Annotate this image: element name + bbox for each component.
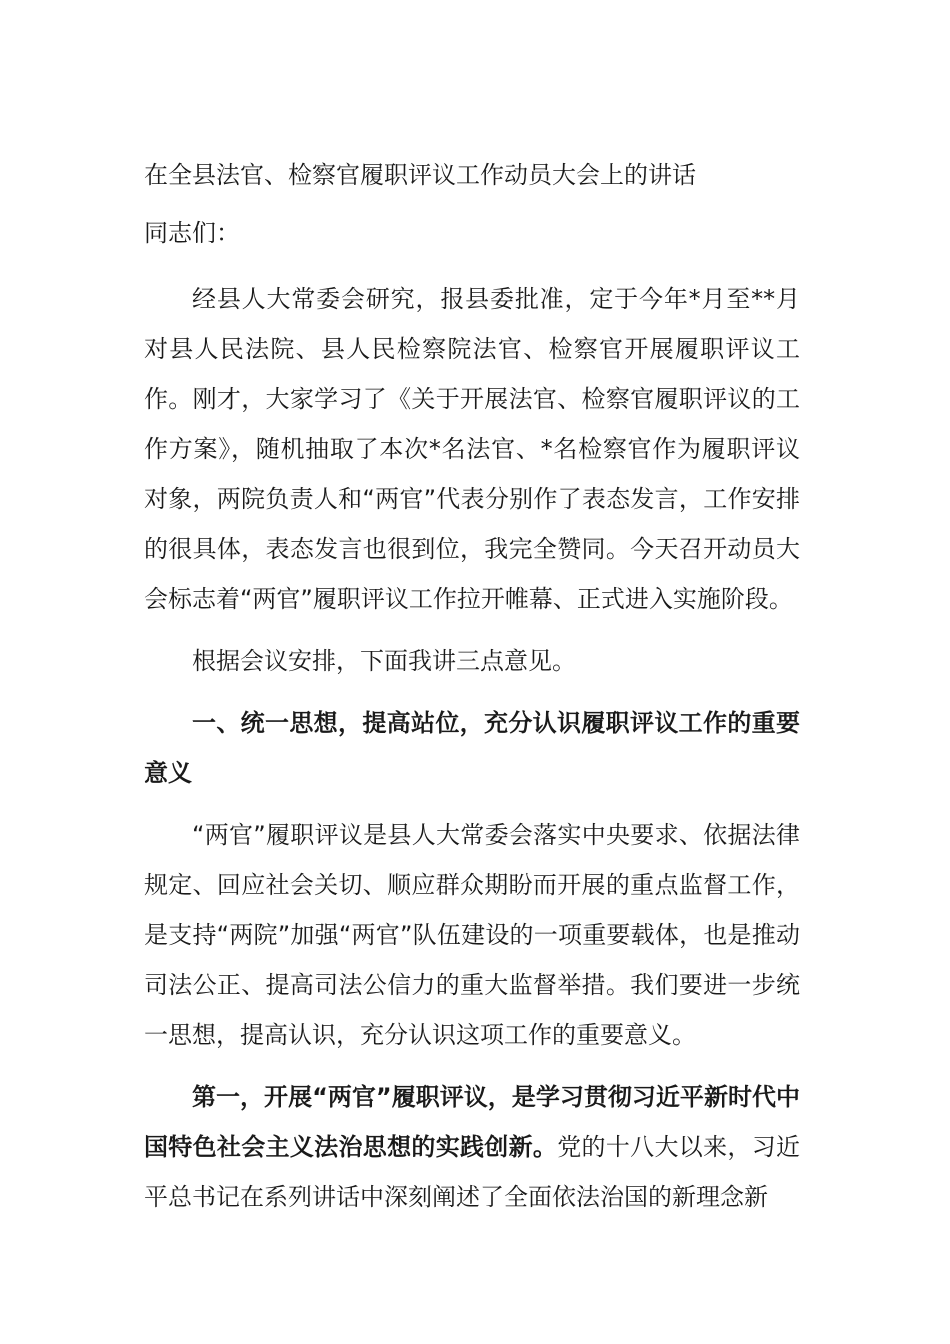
first-point-body: 党的十八大以来，习近平总书记在系列讲话中深刻阐述了全面依法治国的新理念新 bbox=[144, 1133, 801, 1211]
paragraph-intro: 经县人大常委会研究，报县委批准，定于今年*月至**月对县人民法院、县人民检察院法官、检察官开展履职评议工作。刚才，大家学习了《关于开展法官、检察官履职评议的工作方案》，随机抽取了本次*名法官、*名检察官作为履职评议对象，两院负责人和“两官”代表分别作了表态发言，工作安排的很具体，表态发言也很到位，我完全赞同。今天召开动员大会标志着“两官”履职评议工作拉开帷幕、正式进入实施阶段。 bbox=[144, 285, 800, 613]
paragraph-agenda: 根据会议安排，下面我讲三点意见。 bbox=[192, 647, 576, 675]
first-point-lead: 第一，开展“两官”履职评议，是学习贯彻习近平新时代中国特色社会主义法治思想的实践创新。 bbox=[144, 1083, 800, 1161]
paragraph-significance: “两官”履职评议是县人大常委会落实中央要求、依据法律规定、回应社会关切、顺应群众期盼而开展的重点监督工作，是支持“两院”加强“两官”队伍建设的一项重要载体，也是推动司法公正、提高司法公信力的重大监督举措。我们要进一步统一思想，提高认识，充分认识这项工作的重要意义。 bbox=[144, 821, 800, 1049]
paragraph-first-point bbox=[144, 1072, 800, 1222]
document-title: 在全县法官、检察官履职评议工作动员大会上的讲话 bbox=[144, 161, 696, 189]
section-heading-1: 一、统一思想，提高站位，充分认识履职评议工作的重要意义 bbox=[144, 709, 800, 787]
document-page bbox=[144, 146, 800, 1222]
salutation: 同志们： bbox=[144, 219, 240, 247]
